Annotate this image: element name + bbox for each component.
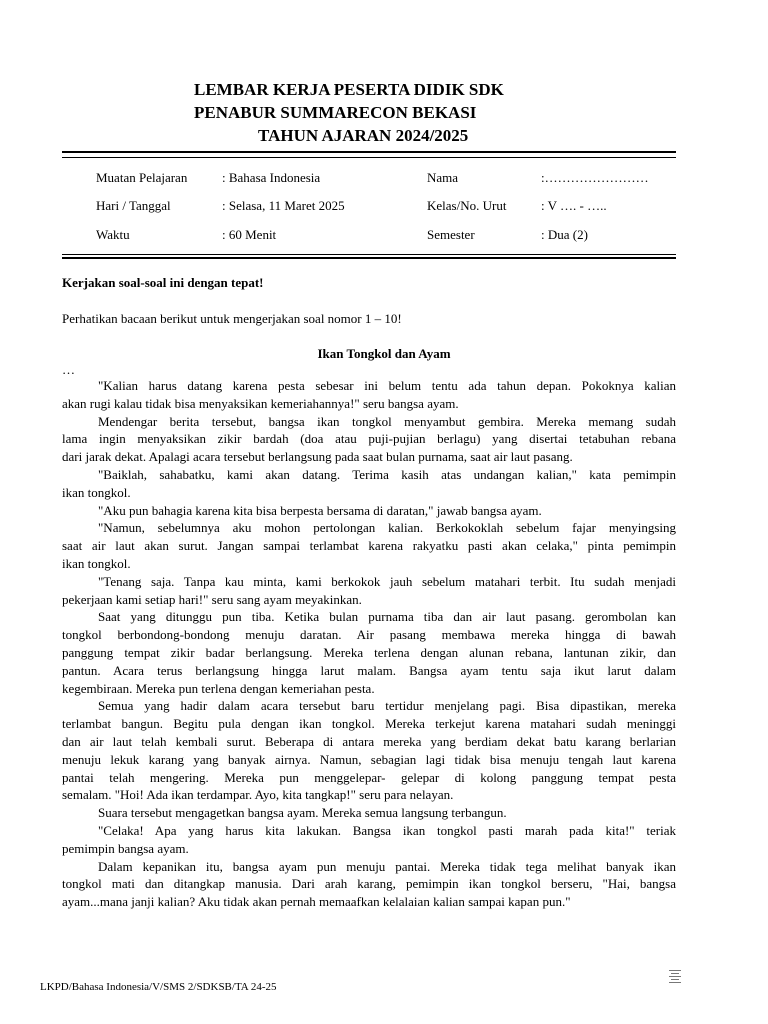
story-line: pantai telah mengering. Mereka pun menggelepar- gelepar di kolong panggung tempat pesta [62,769,676,785]
name-label: Nama [427,170,459,185]
story-line: Suara tersebut mengagetkan bangsa ayam. Mereka semua langsung terbangun. [98,805,507,821]
story-line: tongkol berbondong-bondong menuju daratan. Air pasang membawa mereka hingga di bawah [62,627,676,643]
story-line: ayam...mana janji kalian? Aku tidak akan pernah memaafkan kelalaian kalian sampai kapan pun." [62,894,571,910]
story-line: "Aku pun bahagia karena kita bisa berpesta bersama di daratan," jawab bangsa ayam. [98,502,542,518]
story-line: "Baiklah, sahabatku, kami akan datang. Terima kasih atas undangan kalian," kata pemimpin [98,466,676,482]
story-line: pemimpin bangsa ayam. [62,840,189,856]
class-label: Kelas/No. Urut [427,198,507,213]
story-line: "Namun, sebelumnya aku mohon pertolongan kalian. Berkokoklah sebelum fajar menyingsing [98,520,676,536]
header-divider-thin [62,157,676,158]
story-line: ikan tongkol. [62,555,131,571]
info-divider-thin [62,254,676,255]
date-label: Hari / Tanggal [96,198,171,213]
subject-value: : Bahasa Indonesia [222,170,321,185]
name-field[interactable]: :…………………… [541,170,649,185]
story-title: Ikan Tongkol dan Ayam [317,346,451,361]
story-line: Dalam kepanikan itu, bangsa ayam pun menuju pantai. Mereka tidak tega melihat banyak ikan [98,858,676,874]
header-divider-thick [62,151,676,153]
story-line: semalam. "Hoi! Ada ikan terdampar. Ayo, kita tangkap!" seru para nelayan. [62,787,454,803]
main-instruction: Kerjakan soal-soal ini dengan tepat! [62,275,264,290]
story-line: kegembiraan. Mereka pun terlena dengan kemeriahan pesta. [62,680,375,696]
reading-instruction: Perhatikan bacaan berikut untuk mengerjakan soal nomor 1 – 10! [62,311,402,326]
story-line: "Kalian harus datang karena pesta sebesar ini belum tentu ada tahun depan. Pokoknya kalian [98,378,676,393]
semester-label: Semester [427,227,475,242]
story-text [62,377,676,911]
story-line: "Tenang saja. Tanpa kau minta, kami berkokok jauh sebelum matahari terbit. Itu sudah menjadi [98,573,676,589]
story-line: tongkol mati dan ditangkap manusia. Dari arah karang, pemimpin ikan tongkol berseru, "Hai, bangsa [62,876,676,892]
story-line: menuju lekuk karang yang banyak airnya. Namun, sebagian lagi tidak bisa menuju tengah laut karena [62,751,676,767]
story-line: saat air laut akan surut. Jangan sampai terlambat karena rakyatku pasti akan celaka," pinta pemimpin [62,538,676,554]
story-ellipsis: … [62,362,75,377]
story-line: ikan tongkol. [62,484,131,500]
subject-label: Muatan Pelajaran [96,170,188,185]
story-line: akan rugi kalau tidak bisa menyaksikan kemeriahannya!" seru bangsa ayam. [62,395,459,411]
story-line: Semua yang hadir dalam acara tersebut baru tertidur menjelang pagi. Bisa dipastikan, mereka [98,698,676,714]
title-line-2: PENABUR SUMMARECON BEKASI [194,103,477,122]
footer-code: LKPD/Bahasa Indonesia/V/SMS 2/SDKSB/TA 24-25 [40,981,277,993]
story-line: terlambat bangun. Begitu pula dengan ikan tongkol. Mereka terkejut karena matahari sudah meninggi [62,716,676,732]
story-line: Saat yang ditunggu pun tiba. Ketika bulan purnama tiba dan air laut pasang. gerombolan kan [98,609,676,625]
story-line: "Celaka! Apa yang harus kita lakukan. Bangsa ikan tongkol pasti marah pada kita!" teriak [98,822,676,838]
story-line: pekerjaan kami setiap hari!" seru sang ayam meyakinkan. [62,591,362,607]
page-lines-icon [666,968,684,984]
time-label: Waktu [96,227,130,242]
semester-value: : Dua (2) [541,227,588,242]
story-line: lama ingin menyaksikan zikir bardah (doa atau puji-pujian berlagu) yang disertai tetabuhan rebana [62,431,676,447]
class-field[interactable]: : V …. - ….. [541,198,607,213]
title-line-1: LEMBAR KERJA PESERTA DIDIK SDK [194,80,504,99]
story-line: Mendengar berita tersebut, bangsa ikan tongkol menyambut gembira. Mereka memang sudah [98,413,676,429]
story-line: dan air laut telah kembali surut. Beberapa di antara mereka yang berdiam dekat batu karang berlarian [62,733,676,749]
time-value: : 60 Menit [222,227,277,242]
info-divider-thick [62,257,676,259]
story-line: panggung tempat zikir badar berlangsung. Mereka terlena dengan alunan rebana, lantunan zikir, dan [62,644,676,660]
story-line: pantun. Acara terus berlangsung hingga larut malam. Bangsa ayam tentu saja ikut larut dalam [62,662,676,678]
title-line-3: TAHUN AJARAN 2024/2025 [258,126,469,145]
date-value: : Selasa, 11 Maret 2025 [222,198,345,213]
story-line: dari jarak dekat. Apalagi acara tersebut berlangsung pada saat bulan purnama, saat air laut pasang. [62,449,573,465]
